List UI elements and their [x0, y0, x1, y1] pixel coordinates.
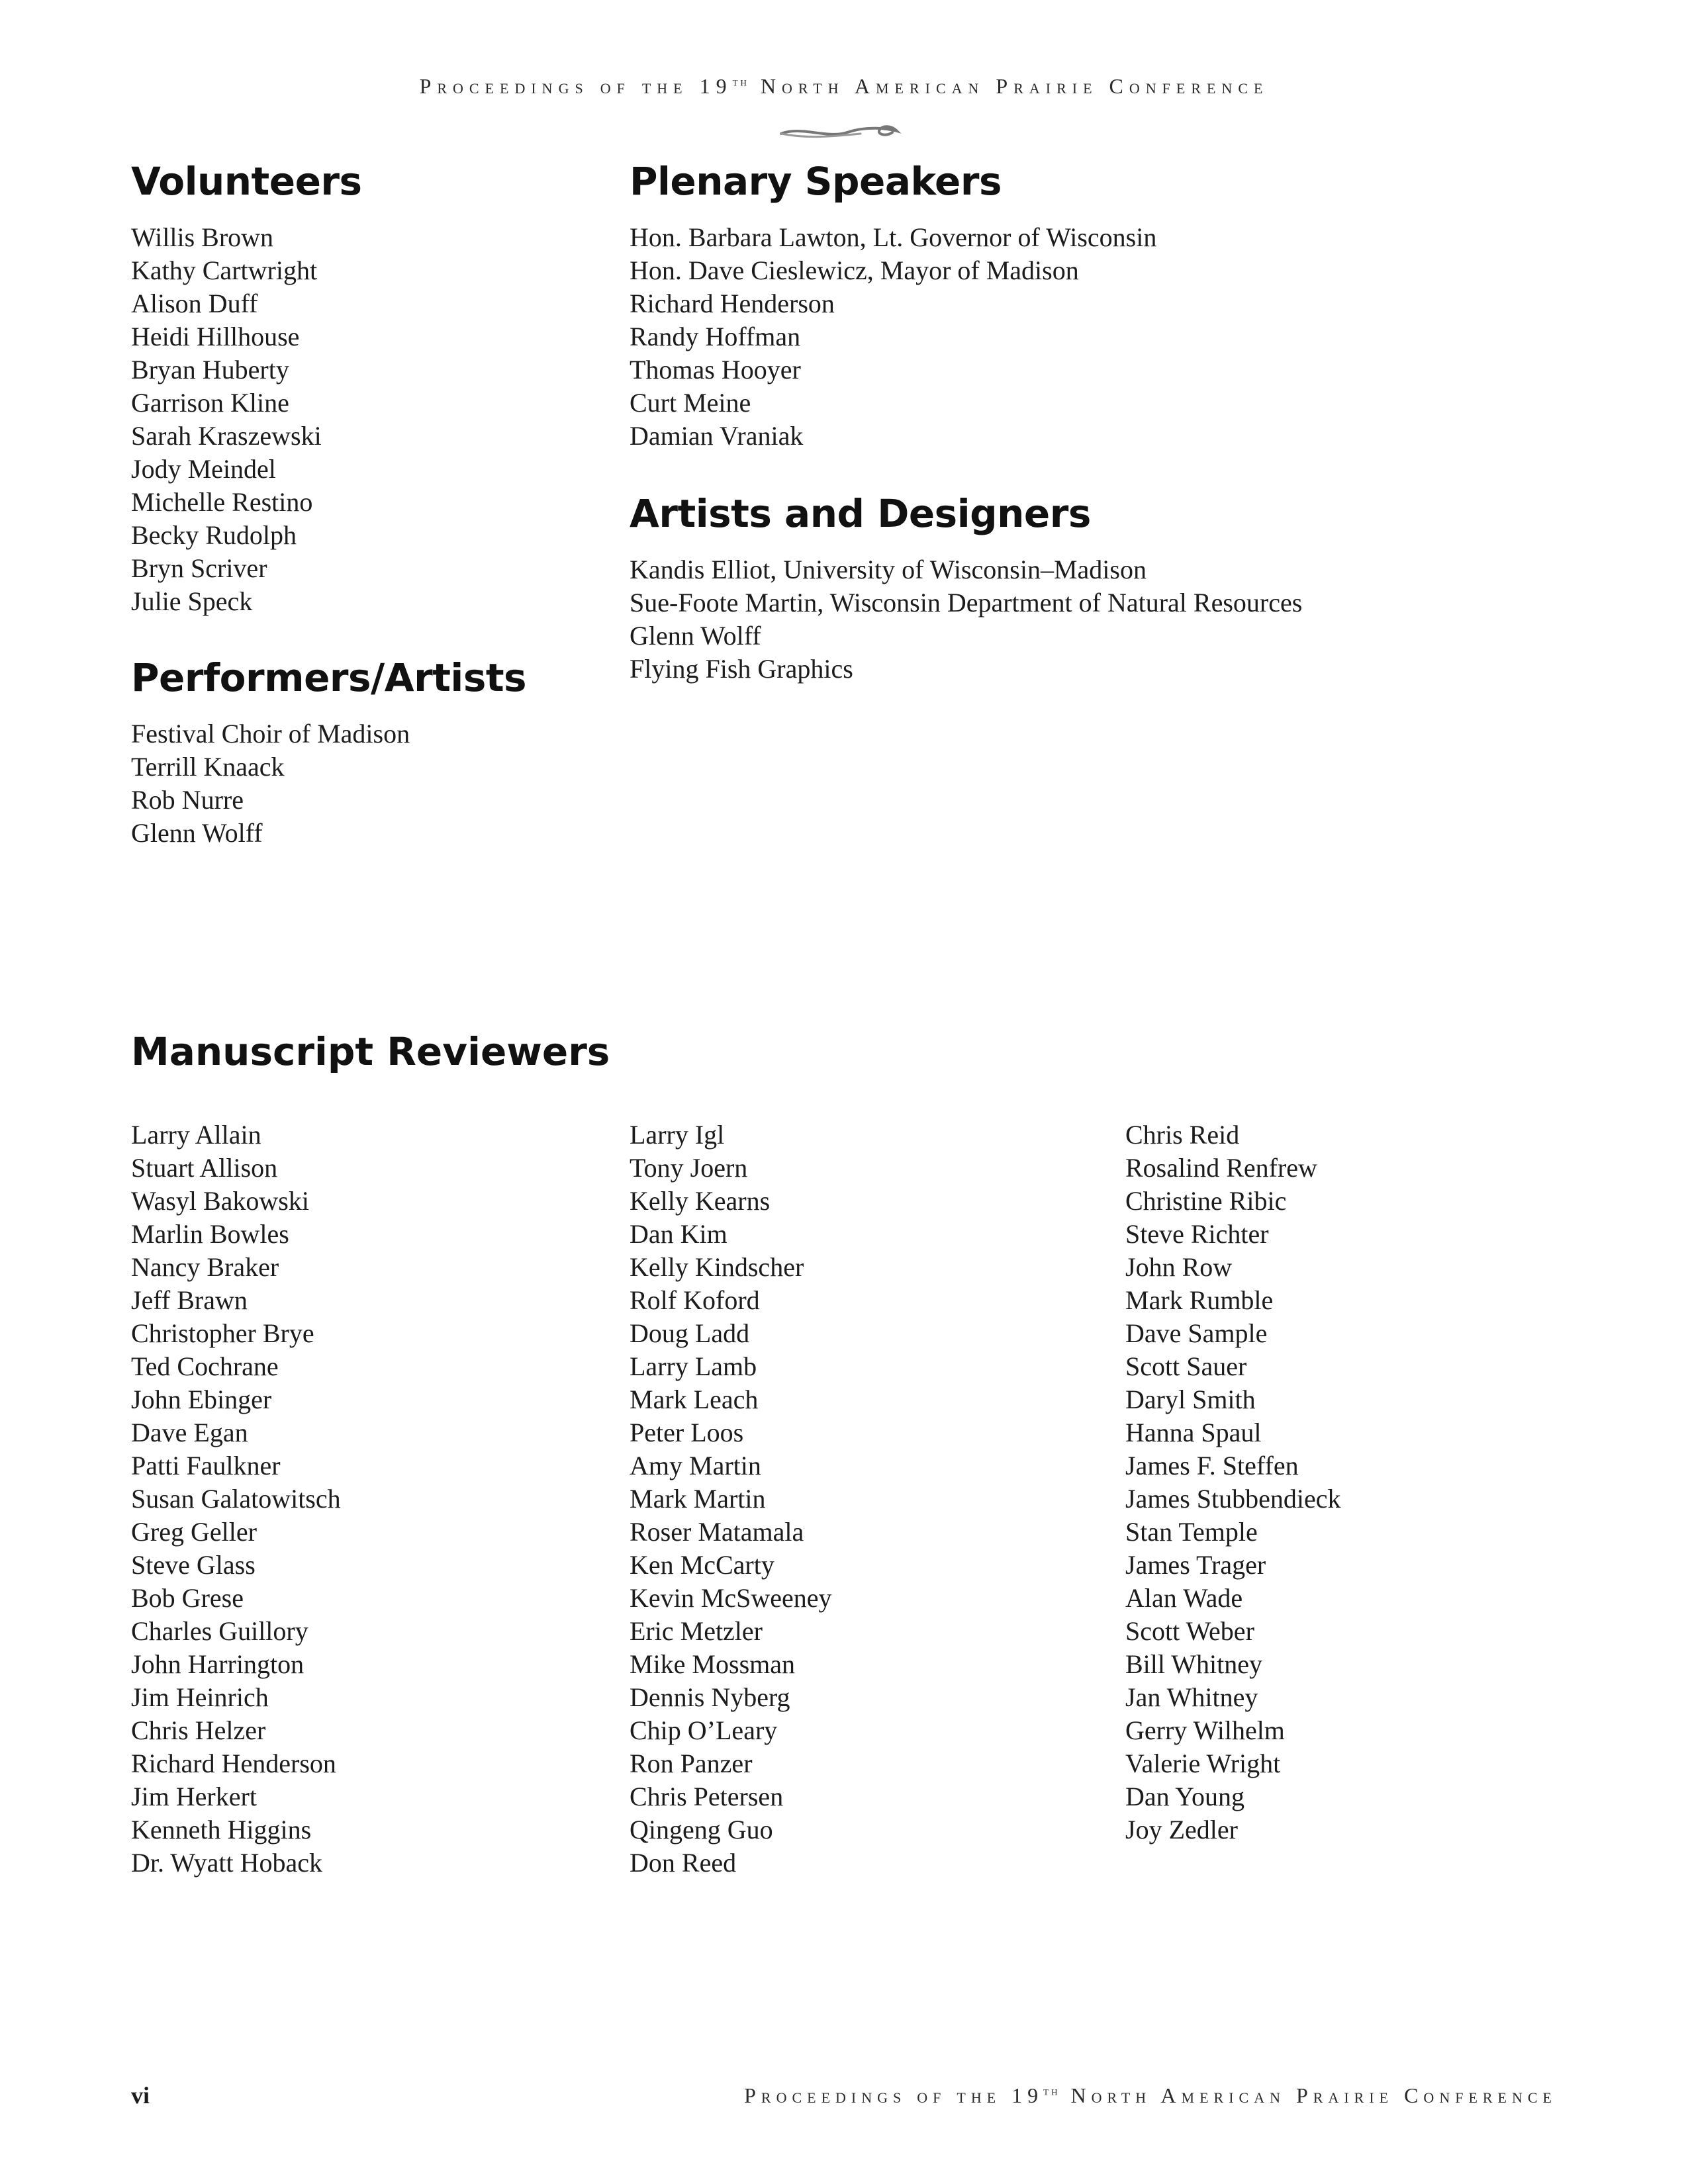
footer-text-post: North American Prairie Conference	[1060, 2083, 1557, 2107]
header-text-pre: Proceedings of the 19	[419, 74, 733, 98]
list-item: Amy Martin	[630, 1451, 761, 1480]
reviewers-column-3	[1125, 1118, 1341, 1846]
list-item: John Ebinger	[131, 1385, 272, 1414]
list-item: Jim Herkert	[131, 1782, 257, 1811]
list-item: Dave Egan	[131, 1418, 248, 1447]
list-item: Doug Ladd	[630, 1318, 750, 1348]
list-item: Richard Henderson	[630, 289, 835, 318]
running-footer	[744, 2083, 1557, 2108]
list-item: Julie Speck	[131, 586, 253, 616]
list-item: Hanna Spaul	[1125, 1418, 1262, 1447]
list-item: Susan Galatowitsch	[131, 1484, 341, 1514]
list-item: Chip O’Leary	[630, 1715, 778, 1745]
list-item: John Harrington	[131, 1649, 305, 1679]
list-item: Michelle Restino	[131, 487, 313, 517]
list-item: Valerie Wright	[1125, 1749, 1281, 1778]
list-item: Scott Sauer	[1125, 1351, 1247, 1381]
performers-artists-list	[131, 717, 526, 850]
list-item: Mark Rumble	[1125, 1285, 1274, 1315]
artists-designers-list	[630, 553, 1302, 686]
list-item: Becky Rudolph	[131, 520, 297, 550]
list-item: Larry Lamb	[630, 1351, 757, 1381]
list-item: Curt Meine	[630, 388, 751, 418]
list-item: Qingeng Guo	[630, 1815, 773, 1844]
list-item: Stan Temple	[1125, 1517, 1258, 1547]
list-item: Christopher Brye	[131, 1318, 314, 1348]
list-item: James Stubbendieck	[1125, 1484, 1341, 1514]
list-item: Stuart Allison	[131, 1153, 278, 1183]
manuscript-reviewers-heading: Manuscript Reviewers	[131, 1029, 610, 1074]
page-number: vi	[131, 2082, 150, 2109]
list-item: Tony Joern	[630, 1153, 748, 1183]
list-item: Mark Martin	[630, 1484, 766, 1514]
volunteers-section	[131, 159, 362, 618]
reviewers-column-2	[630, 1118, 831, 1880]
list-item: Glenn Wolff	[131, 818, 263, 848]
list-item: Dennis Nyberg	[630, 1682, 790, 1712]
list-item: Roser Matamala	[630, 1517, 804, 1547]
list-item: Jan Whitney	[1125, 1682, 1258, 1712]
list-item: Thomas Hooyer	[630, 355, 801, 385]
list-item: Jeff Brawn	[131, 1285, 248, 1315]
list-item: Ken McCarty	[630, 1550, 774, 1580]
list-item: Alison Duff	[131, 289, 258, 318]
list-item: Mark Leach	[630, 1385, 759, 1414]
artists-designers-section	[630, 491, 1302, 686]
list-item: Damian Vraniak	[630, 421, 804, 451]
list-item: Steve Richter	[1125, 1219, 1269, 1249]
list-item: Eric Metzler	[630, 1616, 763, 1646]
list-item: Rob Nurre	[131, 785, 244, 815]
list-item: Willis Brown	[131, 222, 274, 252]
list-item: Don Reed	[630, 1848, 737, 1878]
list-item: Christine Ribic	[1125, 1186, 1287, 1216]
list-item: Kelly Kindscher	[630, 1252, 804, 1282]
list-item: Heidi Hillhouse	[131, 322, 300, 351]
running-header	[0, 74, 1688, 99]
list-item: Rosalind Renfrew	[1125, 1153, 1317, 1183]
list-item: Terrill Knaack	[131, 752, 285, 782]
list-item: Chris Helzer	[131, 1715, 266, 1745]
volunteers-heading: Volunteers	[131, 159, 362, 204]
plenary-speakers-section	[630, 159, 1156, 453]
list-item: Dan Kim	[630, 1219, 727, 1249]
plenary-speakers-heading: Plenary Speakers	[630, 159, 1002, 204]
list-item: Hon. Barbara Lawton, Lt. Governor of Wisconsin	[630, 222, 1157, 252]
list-item: Daryl Smith	[1125, 1385, 1256, 1414]
list-item: Sue-Foote Martin, Wisconsin Department of Natural Resources	[630, 588, 1303, 617]
list-item: Flying Fish Graphics	[630, 654, 853, 684]
list-item: Jody Meindel	[131, 454, 276, 484]
list-item: Hon. Dave Cieslewicz, Mayor of Madison	[630, 255, 1079, 285]
list-item: Festival Choir of Madison	[131, 719, 410, 749]
list-item: Chris Petersen	[630, 1782, 784, 1811]
list-item: Ron Panzer	[630, 1749, 753, 1778]
footer-text-sup: th	[1043, 2084, 1060, 2098]
volunteers-list	[131, 221, 362, 618]
list-item: Richard Henderson	[131, 1749, 336, 1778]
performers-artists-heading: Performers/Artists	[131, 655, 527, 700]
list-item: Bob Grese	[131, 1583, 244, 1613]
list-item: Wasyl Bakowski	[131, 1186, 309, 1216]
list-item: Peter Loos	[630, 1418, 744, 1447]
list-item: Sarah Kraszewski	[131, 421, 322, 451]
list-item: Dan Young	[1125, 1782, 1245, 1811]
list-item: Kelly Kearns	[630, 1186, 771, 1216]
list-item: Ted Cochrane	[131, 1351, 279, 1381]
list-item: Greg Geller	[131, 1517, 257, 1547]
list-item: Scott Weber	[1125, 1616, 1254, 1646]
footer-text-pre: Proceedings of the 19	[744, 2083, 1044, 2107]
list-item: John Row	[1125, 1252, 1233, 1282]
list-item: Charles Guillory	[131, 1616, 308, 1646]
list-item: Gerry Wilhelm	[1125, 1715, 1285, 1745]
reviewers-column-1	[131, 1118, 341, 1880]
list-item: Larry Igl	[630, 1120, 725, 1150]
list-item: James F. Steffen	[1125, 1451, 1299, 1480]
list-item: Kenneth Higgins	[131, 1815, 312, 1844]
plenary-speakers-list	[630, 221, 1156, 453]
list-item: Patti Faulkner	[131, 1451, 281, 1480]
performers-artists-section	[131, 655, 526, 850]
list-item: Dr. Wyatt Hoback	[131, 1848, 323, 1878]
list-item: Nancy Braker	[131, 1252, 279, 1282]
list-item: Dave Sample	[1125, 1318, 1268, 1348]
list-item: Steve Glass	[131, 1550, 256, 1580]
list-item: Jim Heinrich	[131, 1682, 269, 1712]
list-item: Mike Mossman	[630, 1649, 795, 1679]
header-text-sup: th	[732, 75, 749, 89]
list-item: Joy Zedler	[1125, 1815, 1238, 1844]
list-item: Kevin McSweeney	[630, 1583, 832, 1613]
list-item: Alan Wade	[1125, 1583, 1243, 1613]
list-item: Larry Allain	[131, 1120, 261, 1150]
list-item: James Trager	[1125, 1550, 1266, 1580]
list-item: Glenn Wolff	[630, 621, 761, 651]
list-item: Rolf Koford	[630, 1285, 760, 1315]
list-item: Marlin Bowles	[131, 1219, 289, 1249]
list-item: Bryan Huberty	[131, 355, 289, 385]
list-item: Randy Hoffman	[630, 322, 801, 351]
list-item: Garrison Kline	[131, 388, 289, 418]
list-item: Bryn Scriver	[131, 553, 267, 583]
list-item: Bill Whitney	[1125, 1649, 1263, 1679]
header-text-post: North American Prairie Conference	[749, 74, 1269, 98]
artists-designers-heading: Artists and Designers	[630, 491, 1091, 536]
list-item: Chris Reid	[1125, 1120, 1240, 1150]
list-item: Kathy Cartwright	[131, 255, 318, 285]
list-item: Kandis Elliot, University of Wisconsin–Madison	[630, 555, 1147, 584]
flourish-ornament-icon	[774, 119, 907, 146]
